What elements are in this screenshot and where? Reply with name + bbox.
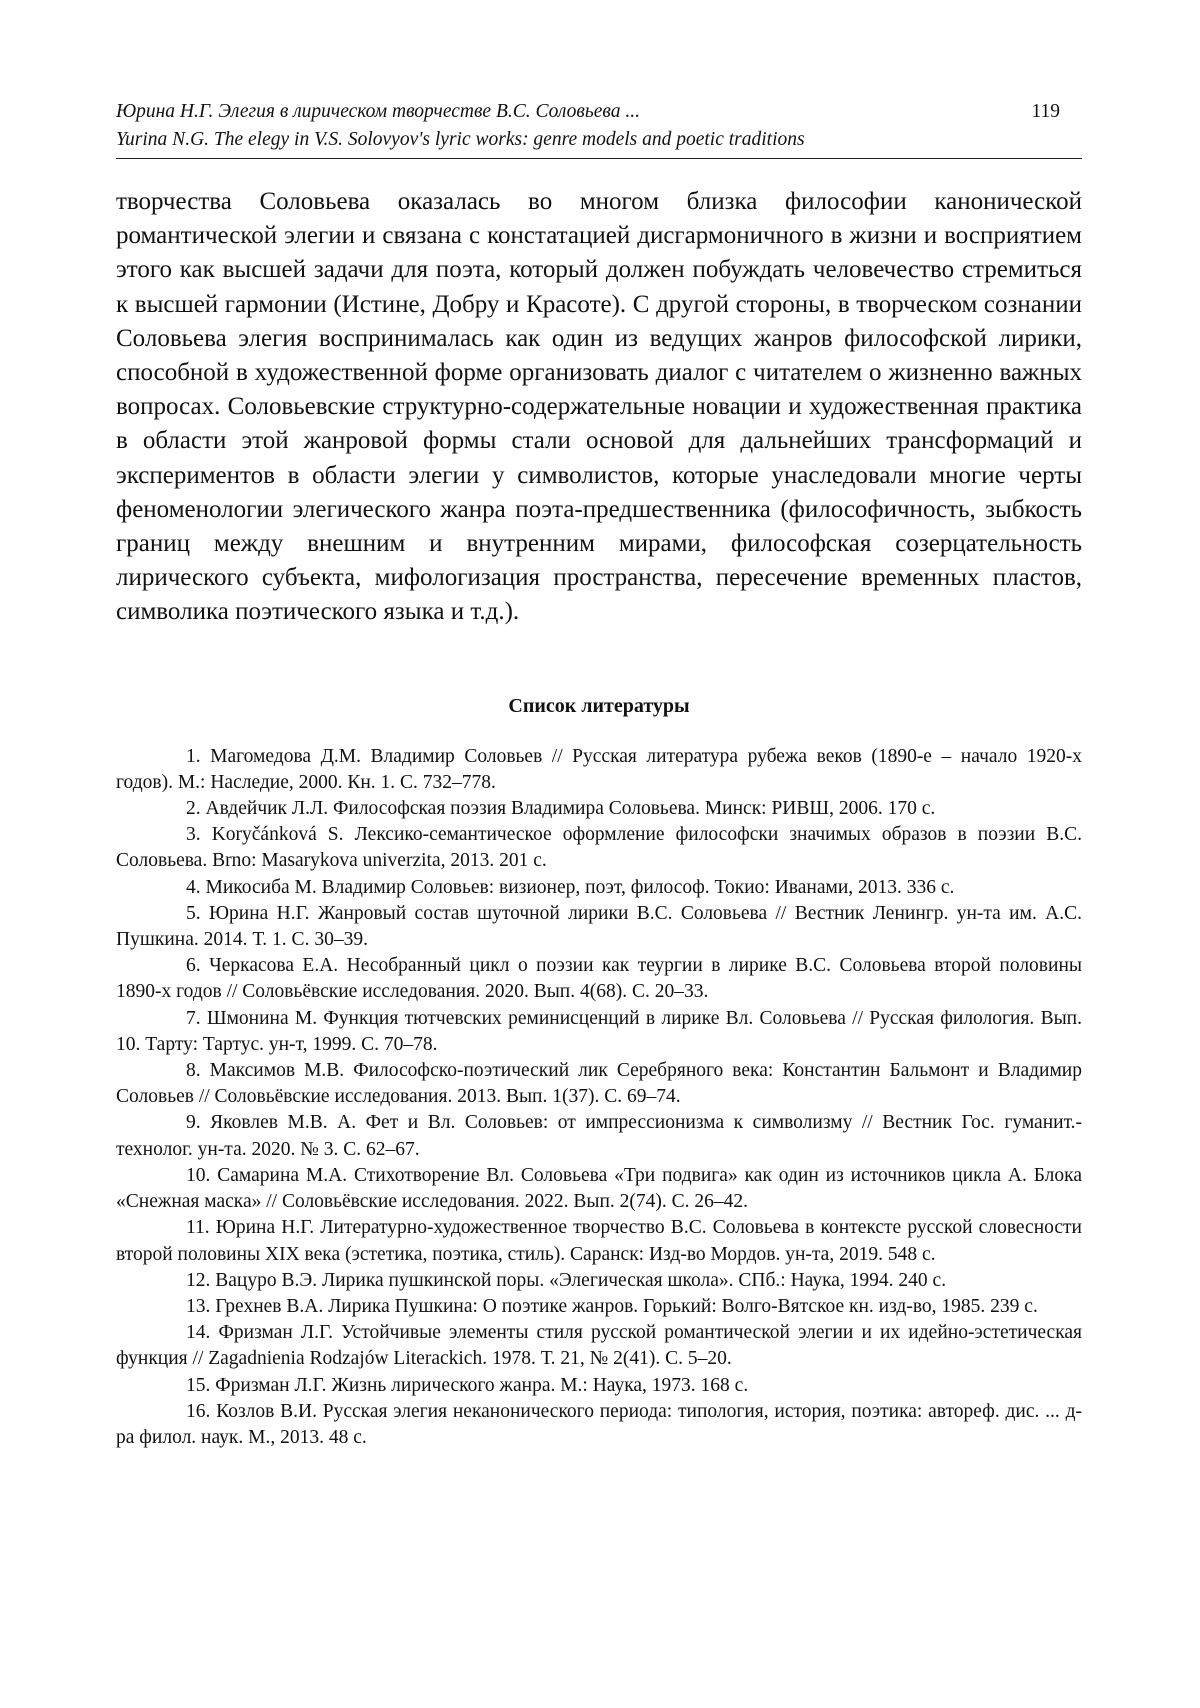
- reference-item: 9. Яковлев М.В. А. Фет и Вл. Соловьев: от импрессионизма к символизму // Вестник Гос. гуманит.-технолог. ун-та. 2020. № 3. С. 62–67.: [116, 1112, 1082, 1160]
- reference-item: 8. Максимов М.В. Философско-поэтический лик Серебряного века: Константин Бальмонт и Владимир Соловьев // Соловьёвские исследования. 2013. Вып. 1(37). С. 69–74.: [116, 1060, 1082, 1108]
- references-list: [116, 744, 1082, 1451]
- page-number: 119: [1031, 101, 1060, 122]
- reference-item: 3. Koryčánková S. Лексико-семантическое оформление философски значимых образов в поэзии В.С. Соловьева. Brno: Masarykova univerzita, 2013. 201 с.: [116, 824, 1082, 872]
- reference-item: 10. Самарина М.А. Стихотворение Вл. Соловьева «Три подвига» как один из источников цикла А. Блока «Снежная маска» // Соловьёвские исследования. 2022. Вып. 2(74). С. 26–42.: [116, 1164, 1082, 1213]
- running-header: [116, 98, 1082, 159]
- reference-item: 14. Фризман Л.Г. Устойчивые элементы стиля русской романтической элегии и их идейно-эстетическая функция // Zagadnienia Rodzajów Literackich. 1978. Т. 21, № 2(41). С. 5–20.: [116, 1322, 1082, 1370]
- running-header-ru: Юрина Н.Г. Элегия в лирическом творчестве В.С. Соловьева ...: [116, 101, 640, 122]
- reference-item: 7. Шмонина М. Функция тютчевских реминисценций в лирике Вл. Соловьева // Русская филология. Вып. 10. Тарту: Тартус. ун-т, 1999. С. 70–78.: [116, 1007, 1082, 1055]
- reference-item: 12. Вацуро В.Э. Лирика пушкинской поры. «Элегическая школа». СПб.: Наука, 1994. 240 с.: [186, 1269, 947, 1291]
- reference-item: 16. Козлов В.И. Русская элегия неканонического периода: типология, история, поэтика: автореф. дис. ... д-ра филол. наук. М., 2013. 48 с.: [116, 1400, 1082, 1448]
- body-paragraph: творчества Соловьева оказалась во многом близка философии канонической романтической элегии и связана с констатацией дисгармоничного в жизни и восприятием этого как высшей задачи для поэта, который должен побуждать человечество стремиться к высшей гармонии (Истине, Добру и Красоте). С другой стороны, в творческом сознании Соловьева элегия воспринималась как один из ведущих жанров философской лирики, способной в художественной форме организовать диалог с читателем о жизненно важных вопросах. Соловьевские структурно-содержательные новации и художественная практика в области этой жанровой формы стали основой для дальнейших трансформаций и экспериментов в области элегии у символистов, которые унаследовали многие черты феноменологии элегического жанра поэта-предшественника (философичность, зыбкость границ между внешним и внутренним мирами, философская созерцательность лирического субъекта, мифологизация пространства, пересечение временных пластов, символика поэтического языка и т.д.).: [116, 188, 1082, 626]
- reference-item: 2. Авдейчик Л.Л. Философская поэзия Владимира Соловьева. Минск: РИВШ, 2006. 170 с.: [186, 798, 936, 820]
- reference-item: 6. Черкасова Е.А. Несобранный цикл о поэзии как теургии в лирике В.С. Соловьева второй половины 1890-х годов // Соловьёвские исследования. 2020. Вып. 4(68). С. 20–33.: [116, 955, 1082, 1003]
- running-header-en: Yurina N.G. The elegy in V.S. Solovyov's lyric works: genre models and poetic traditions: [116, 129, 805, 150]
- document-page: [116, 0, 1082, 1451]
- reference-item: 15. Фризман Л.Г. Жизнь лирического жанра. М.: Наука, 1973. 168 с.: [186, 1374, 749, 1396]
- references-title: Список литературы: [508, 694, 690, 717]
- reference-item: 1. Магомедова Д.М. Владимир Соловьев // Русская литература рубежа веков (1890-е – начало 1920-х годов). М.: Наследие, 2000. Кн. 1. С. 732–778.: [116, 745, 1082, 793]
- reference-item: 13. Грехнев В.А. Лирика Пушкина: О поэтике жанров. Горький: Волго-Вятское кн. изд-во, 1985. 239 с.: [186, 1295, 1038, 1317]
- reference-item: 4. Микосиба М. Владимир Соловьев: визионер, поэт, философ. Токио: Иванами, 2013. 336 с.: [186, 876, 955, 898]
- reference-item: 11. Юрина Н.Г. Литературно-художественное творчество В.С. Соловьева в контексте русской словесности второй половины XIX века (эстетика, поэтика, стиль). Саранск: Изд-во Мордов. ун-та, 2019. 548 с.: [116, 1217, 1082, 1265]
- reference-item: 5. Юрина Н.Г. Жанровый состав шуточной лирики В.С. Соловьева // Вестник Ленингр. ун-та им. А.С. Пушкина. 2014. Т. 1. С. 30–39.: [116, 902, 1082, 951]
